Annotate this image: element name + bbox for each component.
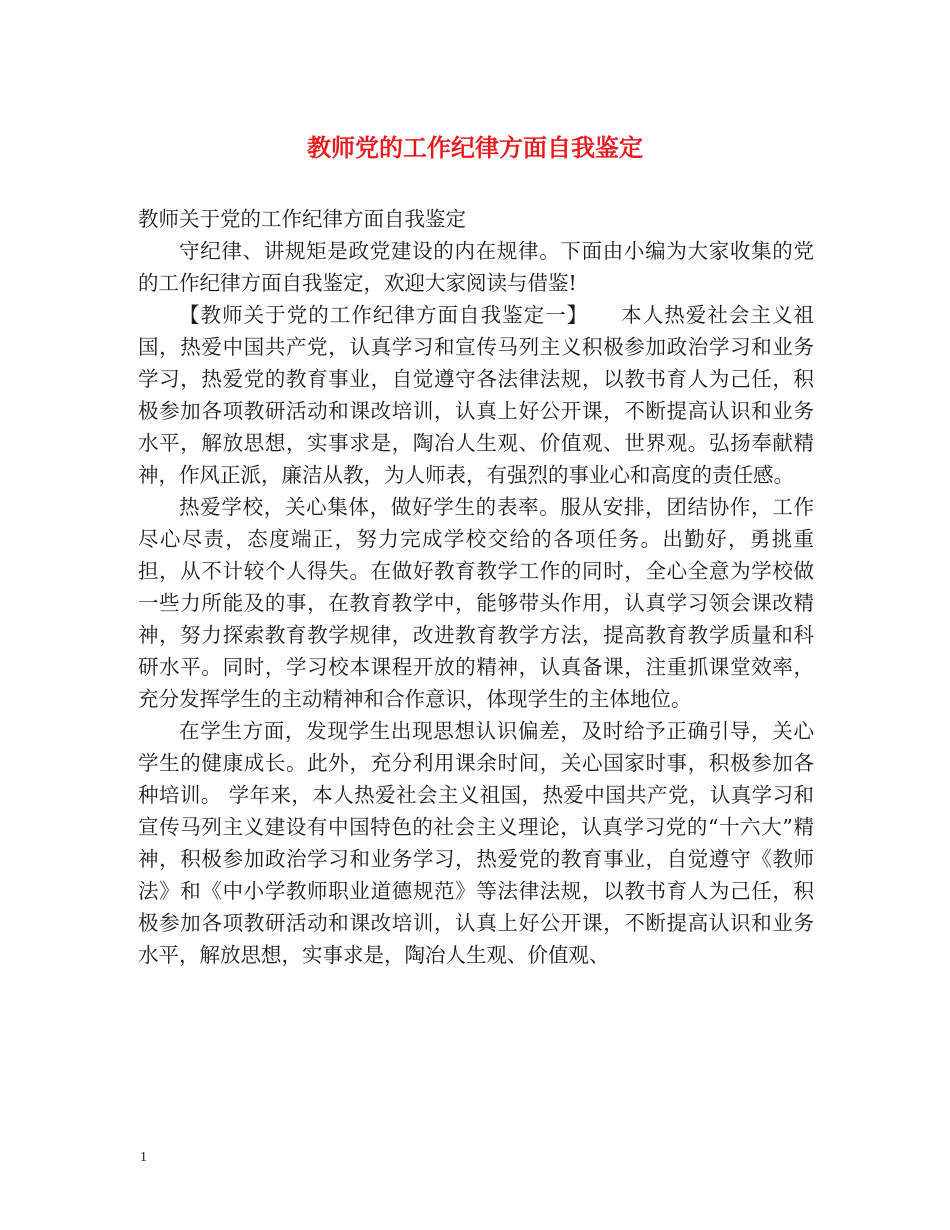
document-body <box>138 203 814 971</box>
paragraph-section-one: 【教师关于党的工作纪律方面自我鉴定一】 本人热爱社会主义祖国，热爱中国共产党，认真学习和宣传马列主义积极参加政治学习和业务学习，热爱党的教育事业，自觉遵守各法律法规，以教书育人为己任，积极参加各项教研活动和课改培训，认真上好公开课，不断提高认识和业务水平，解放思想，实事求是，陶冶人生观、价值观、世界观。弘扬奉献精神，作风正派，廉洁从教，为人师表，有强烈的事业心和高度的责任感。 <box>138 303 814 487</box>
page-number: 1 <box>140 1150 147 1165</box>
document-subtitle: 教师关于党的工作纪律方面自我鉴定 <box>138 207 466 231</box>
document-title: 教师党的工作纪律方面自我鉴定 <box>307 133 643 162</box>
paragraph-intro: 守纪律、讲规矩是政党建设的内在规律。下面由小编为大家收集的党的工作纪律方面自我鉴定，欢迎大家阅读与借鉴! <box>138 239 814 295</box>
paragraph-school: 热爱学校，关心集体，做好学生的表率。服从安排，团结协作，工作尽心尽责，态度端正，努力完成学校交给的各项任务。出勤好，勇挑重担，从不计较个人得失。在做好教育教学工作的同时，全心全意为学校做一些力所能及的事，在教育教学中，能够带头作用，认真学习领会课改精神，努力探索教育教学规律，改进教育教学方法，提高教育教学质量和科研水平。同时，学习校本课程开放的精神，认真备课，注重抓课堂效率，充分发挥学生的主动精神和合作意识，体现学生的主体地位。 <box>138 495 814 711</box>
paragraph-students: 在学生方面，发现学生出现思想认识偏差，及时给予正确引导，关心学生的健康成长。此外，充分利用课余时间，关心国家时事，积极参加各种培训。 学年来，本人热爱社会主义祖国，热爱中国共产党，认真学习和宣传马列主义建设有中国特色的社会主义理论，认真学习党的“十六大”精神，积极参加政治学习和业务学习，热爱党的教育事业，自觉遵守《教师法》和《中小学教师职业道德规范》等法律法规，以教书育人为己任，积极参加各项教研活动和课改培训，认真上好公开课，不断提高认识和业务水平，解放思想，实事求是，陶冶人生观、价值观、 <box>138 719 814 967</box>
